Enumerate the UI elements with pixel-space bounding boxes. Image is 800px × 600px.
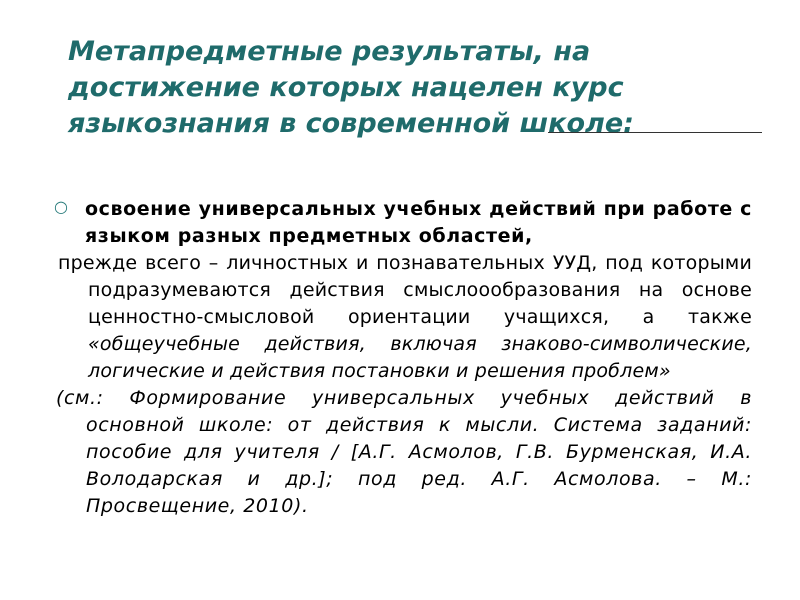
bullet-item [40, 196, 752, 250]
paragraph-uud [40, 250, 752, 385]
paragraph-reference: (см.: Формирование универсальных учебных действий в основной школе: от действия к мысли. Система заданий: пособие для учителя / [А.Г. Асмолов, Г.В. Бурменская, И.А. Володарская и др.]; под ред. А.Г. Асмолова. – М.: Просвещение, 2010). [56, 387, 752, 517]
slide-body [40, 196, 752, 520]
slide-title-rest: , на достижение которых нацелен курс языкознания в современной школе: [68, 36, 634, 139]
bullet-text: освоение универсальных учебных действий при работе с языком разных предметных областей, [85, 198, 752, 247]
slide-title [68, 34, 668, 142]
title-divider [548, 132, 762, 133]
hollow-circle-bullet-icon: ○ [54, 197, 69, 216]
paragraph-uud-plain: прежде всего – личностных и познавательных УУД, под которыми подразумеваются действия смыслоообразования на основе ценностно-смысловой ориентации учащихся, а также [58, 252, 752, 328]
slide-title-bold: Метапредметные результаты [68, 36, 534, 67]
paragraph-uud-quote: «общеучебные действия, включая знаково-символические, логические и действия постановки и решения проблем» [88, 333, 752, 382]
